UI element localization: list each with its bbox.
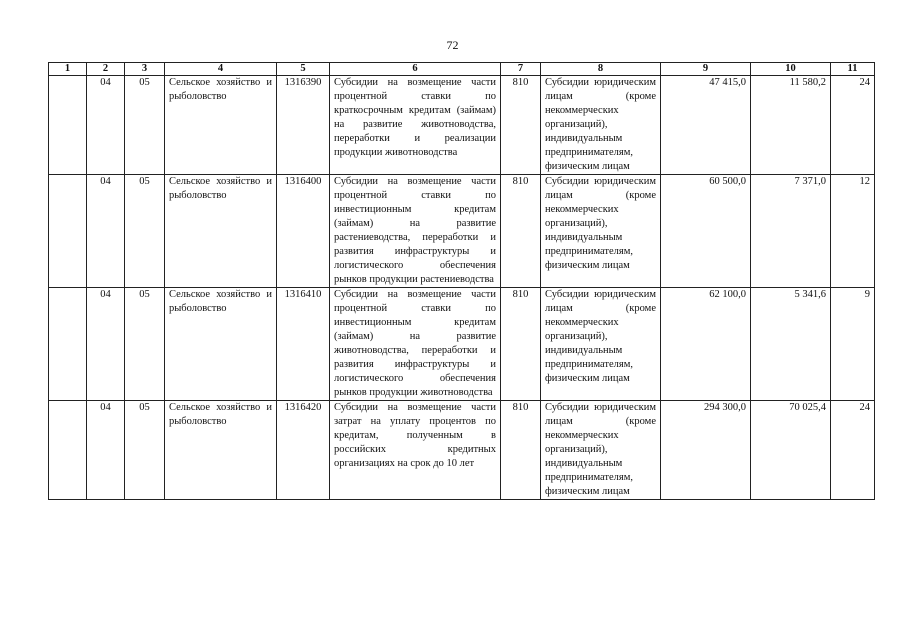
- percent-cell: 24: [831, 401, 875, 500]
- expense-type-cell: 810: [501, 175, 541, 288]
- header-cell: 2: [87, 63, 125, 76]
- header-cell: 8: [541, 63, 661, 76]
- section-name-cell: Сельское хозяйство и рыболовство: [165, 401, 277, 500]
- amount-cell: 294 300,0: [661, 401, 751, 500]
- header-cell: 4: [165, 63, 277, 76]
- expense-name-cell: Субсидии юридическим лицам (кроме некоммерческих организаций), индивидуальным предпринимателям, физическим лицам: [541, 175, 661, 288]
- header-row: [49, 63, 875, 76]
- section-code-cell: 04: [87, 288, 125, 401]
- section-code-cell: 04: [87, 401, 125, 500]
- row-number-cell: [49, 175, 87, 288]
- header-cell: 6: [330, 63, 501, 76]
- target-code-cell: 1316410: [277, 288, 330, 401]
- target-name-cell: Субсидии на возмещение части процентной ставки по краткосрочным кредитам (займам) на развитие животноводства, переработки и реализации продукции животноводства: [330, 76, 501, 175]
- budget-table: [48, 62, 875, 500]
- amount-cell: 60 500,0: [661, 175, 751, 288]
- percent-cell: 12: [831, 175, 875, 288]
- percent-cell: 9: [831, 288, 875, 401]
- header-cell: 1: [49, 63, 87, 76]
- expense-name-cell: Субсидии юридическим лицам (кроме некоммерческих организаций), индивидуальным предпринимателям, физическим лицам: [541, 288, 661, 401]
- expense-name-cell: Субсидии юридическим лицам (кроме некоммерческих организаций), индивидуальным предпринимателям, физическим лицам: [541, 76, 661, 175]
- target-name-cell: Субсидии на возмещение части процентной ставки по инвестиционным кредитам (займам) на развитие животноводства, переработки и развития инфраструктуры и логистического обеспечения рынков продукции животноводства: [330, 288, 501, 401]
- expense-type-cell: 810: [501, 76, 541, 175]
- subsection-code-cell: 05: [125, 175, 165, 288]
- header-cell: 7: [501, 63, 541, 76]
- percent-cell: 24: [831, 76, 875, 175]
- target-code-cell: 1316390: [277, 76, 330, 175]
- row-number-cell: [49, 288, 87, 401]
- table-row: [49, 401, 875, 500]
- subsection-code-cell: 05: [125, 288, 165, 401]
- section-name-cell: Сельское хозяйство и рыболовство: [165, 175, 277, 288]
- amount-cell: 11 580,2: [751, 76, 831, 175]
- section-code-cell: 04: [87, 175, 125, 288]
- target-code-cell: 1316400: [277, 175, 330, 288]
- table-row: [49, 76, 875, 175]
- section-name-cell: Сельское хозяйство и рыболовство: [165, 76, 277, 175]
- header-cell: 9: [661, 63, 751, 76]
- row-number-cell: [49, 76, 87, 175]
- section-code-cell: 04: [87, 76, 125, 175]
- header-cell: 5: [277, 63, 330, 76]
- amount-cell: 7 371,0: [751, 175, 831, 288]
- amount-cell: 70 025,4: [751, 401, 831, 500]
- amount-cell: 47 415,0: [661, 76, 751, 175]
- header-cell: 10: [751, 63, 831, 76]
- section-name-cell: Сельское хозяйство и рыболовство: [165, 288, 277, 401]
- expense-name-cell: Субсидии юридическим лицам (кроме некоммерческих организаций), индивидуальным предпринимателям, физическим лицам: [541, 401, 661, 500]
- table-row: [49, 288, 875, 401]
- subsection-code-cell: 05: [125, 401, 165, 500]
- amount-cell: 5 341,6: [751, 288, 831, 401]
- header-cell: 3: [125, 63, 165, 76]
- target-name-cell: Субсидии на возмещение части затрат на уплату процентов по кредитам, полученным в российских кредитных организациях на срок до 10 лет: [330, 401, 501, 500]
- expense-type-cell: 810: [501, 401, 541, 500]
- table-row: [49, 175, 875, 288]
- target-code-cell: 1316420: [277, 401, 330, 500]
- amount-cell: 62 100,0: [661, 288, 751, 401]
- target-name-cell: Субсидии на возмещение части процентной ставки по инвестиционным кредитам (займам) на развитие растениеводства, переработки и развития инфраструктуры и логистического обеспечения рынков продукции растениеводства: [330, 175, 501, 288]
- page-number: 72: [446, 38, 459, 52]
- expense-type-cell: 810: [501, 288, 541, 401]
- subsection-code-cell: 05: [125, 76, 165, 175]
- row-number-cell: [49, 401, 87, 500]
- header-cell: 11: [831, 63, 875, 76]
